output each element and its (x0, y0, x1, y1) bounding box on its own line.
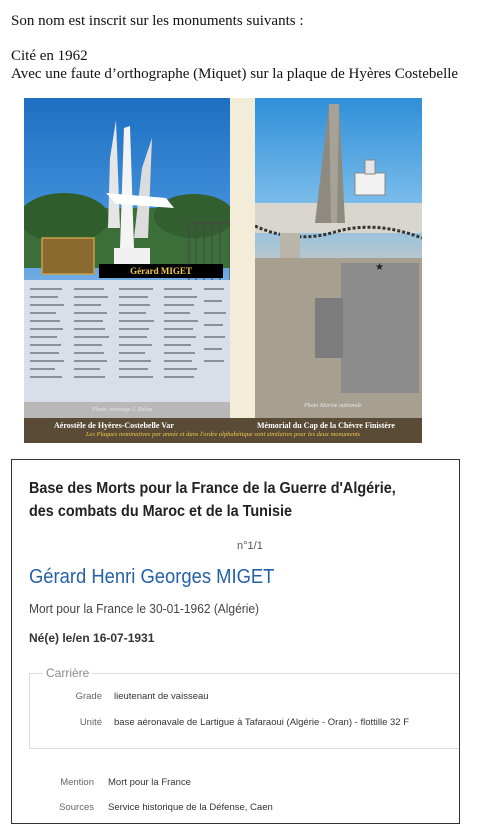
page-indicator: n°1/1 (237, 540, 263, 552)
intro-line-monuments: Son nom est inscrit sur les monuments suivants : (11, 13, 304, 29)
intro-line-misspelling: Avec une faute d’orthographe (Miquet) sur la plaque de Hyères Costebelle (11, 66, 459, 82)
caption-note: Les Plaques nominatives par année et dans l'ordre alphabétique sont similaires pour les deux monuments (85, 431, 361, 438)
nameplate-miget: Gérard MIGET (99, 264, 223, 278)
memorial-illustration (255, 98, 422, 418)
monument-photo-collage (24, 98, 422, 443)
caption-aerostele: Aérostèle de Hyères-Costebelle Var (54, 421, 174, 430)
mention-value: Mort pour la France (108, 777, 191, 788)
names-plaque (24, 280, 230, 402)
birth-info: Né(e) le/en 16-07-1931 (29, 631, 155, 645)
career-legend: Carrière (43, 666, 92, 680)
photo-credit-right: Photo Marine nationale (304, 403, 362, 409)
death-record-panel (11, 459, 460, 824)
grade-value: lieutenant de vaisseau (114, 691, 209, 702)
memorial-photo (255, 98, 422, 418)
intro-text (11, 12, 458, 83)
caption-memorial: Mémorial du Cap de la Chèvre Finistère (257, 421, 395, 430)
sources-value: Service historique de la Défense, Caen (108, 802, 273, 813)
svg-text:★: ★ (375, 262, 384, 273)
photo-credit-left: Photo: montage J. Balon (92, 407, 152, 413)
unit-label: Unité (79, 717, 102, 728)
career-section (29, 666, 459, 749)
soldier-name[interactable]: Gérard Henri Georges MIGET (29, 566, 275, 588)
intro-line-cited: Cité en 1962 (11, 48, 88, 64)
mention-label: Mention (60, 777, 94, 788)
death-info: Mort pour la France le 30-01-1962 (Algérie) (29, 601, 260, 616)
grade-label: Grade (75, 691, 102, 702)
sources-label: Sources (59, 802, 94, 813)
unit-value: base aéronavale de Lartigue à Tafaraoui (Algérie - Oran) - flottille 32 F (114, 717, 410, 728)
database-title: Base des Morts pour la France de la Guerre d'Algérie, des combats du Maroc et de la Tunisie (29, 480, 396, 520)
